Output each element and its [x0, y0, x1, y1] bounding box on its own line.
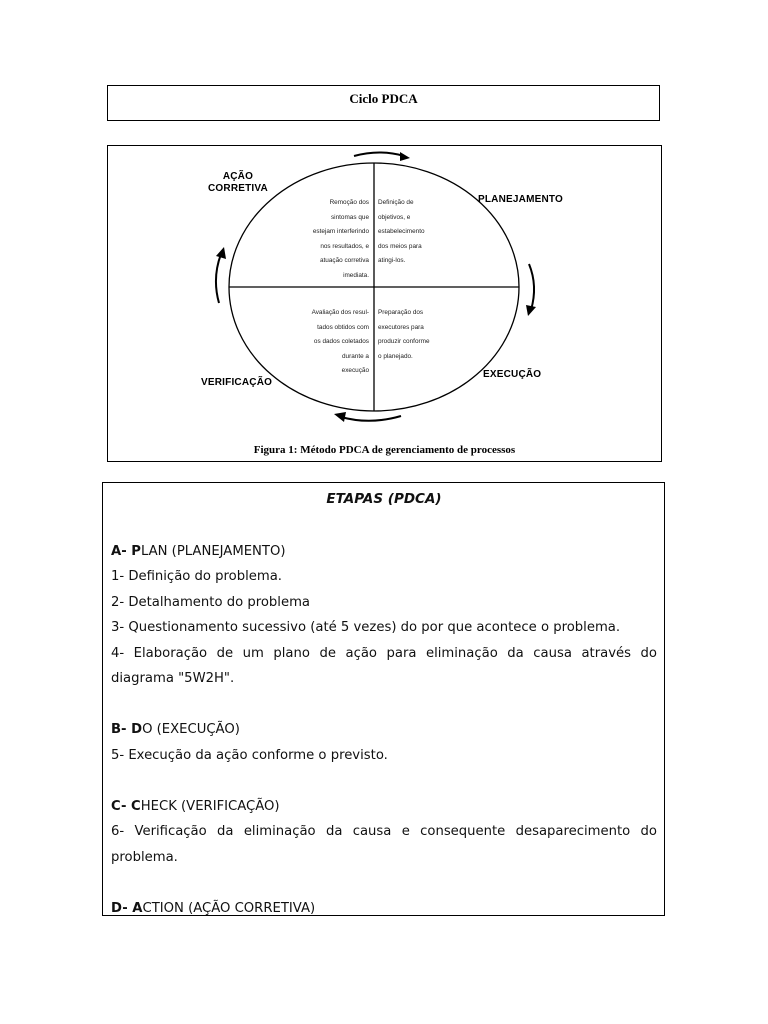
plan-item-1: 1- Definição do problema. [111, 569, 282, 584]
quadrant-top-left: Remoção dos sintomas que estejam interferindo nos resultados, e atuação corretiva imediata. [312, 199, 369, 279]
pdca-figure [107, 145, 662, 462]
plan-heading: A- PLAN (PLANEJAMENTO) [111, 543, 286, 559]
arrow-top-icon [354, 153, 404, 157]
plan-item-3: 3- Questionamento sucessivo (até 5 vezes) do por que acontece o problema. [111, 620, 621, 635]
label-acao-corretiva: AÇÃO CORRETIVA [208, 171, 268, 194]
arrow-bottom-icon [341, 416, 401, 421]
label-planejamento: PLANEJAMENTO [478, 194, 564, 205]
arrow-right-icon [529, 264, 534, 310]
quadrant-bottom-left: Avaliação dos resul- tados obtidos com os dados coletados durante a execução [311, 309, 369, 374]
label-verificacao: VERIFICAÇÃO [201, 377, 273, 388]
page-title: Ciclo PDCA [349, 91, 418, 106]
title-box [107, 85, 660, 121]
plan-item-2: 2- Detalhamento do problema [111, 594, 310, 610]
figure-caption: Figura 1: Método PDCA de gerenciamento de processos [253, 444, 516, 456]
pdca-cycle-diagram [108, 146, 663, 463]
quadrant-top-right: Definição de objetivos, e estabelecimento dos meios para atingi-los. [378, 199, 425, 264]
label-execucao: EXECUÇÃO [483, 369, 542, 380]
action-heading: D- ACTION (AÇÃO CORRETIVA) [111, 900, 316, 916]
check-item-6: 6- Verificação da eliminação da causa e consequente desaparecimento do problema. [111, 824, 657, 865]
etapas-title: ETAPAS (PDCA) [326, 491, 442, 507]
quadrant-bottom-right: Preparação dos executores para produzir conforme o planejado. [378, 309, 430, 360]
do-heading: B- DO (EXECUÇÃO) [111, 722, 240, 737]
etapas-box [102, 482, 665, 916]
check-heading: C- CHECK (VERIFICAÇÃO) [111, 798, 280, 814]
do-item-5: 5- Execução da ação conforme o previsto. [111, 747, 388, 763]
plan-item-4: 4- Elaboração de um plano de ação para eliminação da causa através do diagrama "5W2H". [111, 645, 657, 686]
arrow-left-icon [216, 254, 221, 303]
